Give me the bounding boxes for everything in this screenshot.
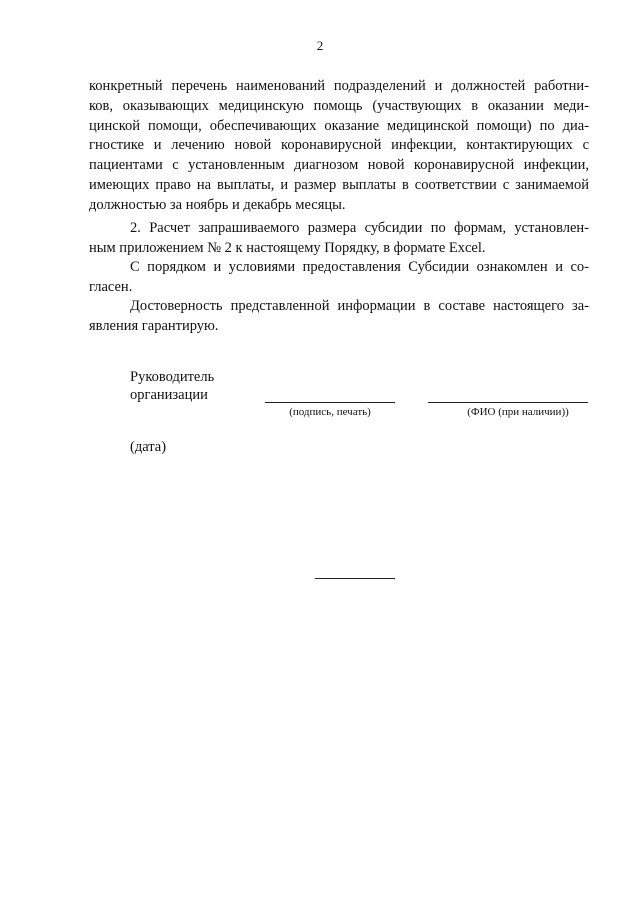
- paragraph-3: [89, 258, 589, 298]
- end-divider: [315, 578, 395, 579]
- signatory-title-line: организации: [130, 387, 208, 403]
- paragraph-line: конкретный перечень наименований подразделений и должностей работни-: [89, 78, 589, 94]
- paragraph-line: Достоверность представленной информации в составе настоящего за-: [130, 298, 589, 314]
- date-label: (дата): [130, 439, 167, 455]
- paragraph-1: [89, 77, 589, 216]
- signature-caption: (подпись, печать): [289, 406, 371, 418]
- page-number: 2: [316, 38, 324, 53]
- paragraph-line: гласен.: [89, 278, 133, 295]
- paragraph-line: цинской помощи, обеспечивающих оказание медицинской помощи) по диа-: [89, 117, 589, 134]
- paragraph-line: ным приложением № 2 к настоящему Порядку, в формате Excel.: [89, 239, 486, 256]
- name-line: [428, 402, 588, 403]
- paragraph-2: [89, 219, 589, 259]
- name-caption: (ФИО (при наличии)): [467, 406, 569, 418]
- paragraph-line: ков, оказывающих медицинскую помощь (участвующих в оказании меди-: [89, 97, 589, 114]
- signature-line: [265, 402, 395, 403]
- paragraph-line: гностике и лечению новой коронавирусной инфекции, контактирующих с: [89, 137, 589, 154]
- paragraph-line: С порядком и условиями предоставления Субсидии ознакомлен и со-: [130, 259, 589, 275]
- signatory-title-line: Руководитель: [130, 369, 215, 385]
- paragraph-line: имеющих право на выплаты, и размер выплаты в соответствии с занимаемой: [89, 176, 589, 193]
- paragraph-line: явления гарантирую.: [89, 317, 219, 334]
- paragraph-line: 2. Расчет запрашиваемого размера субсидии по формам, установлен-: [130, 220, 589, 236]
- paragraph-4: [89, 297, 589, 337]
- paragraph-line: должностью за ноябрь и декабрь месяцы.: [89, 196, 346, 213]
- paragraph-line: пациентами с установленным диагнозом новой коронавирусной инфекции,: [89, 157, 589, 174]
- signatory-title: [130, 368, 214, 404]
